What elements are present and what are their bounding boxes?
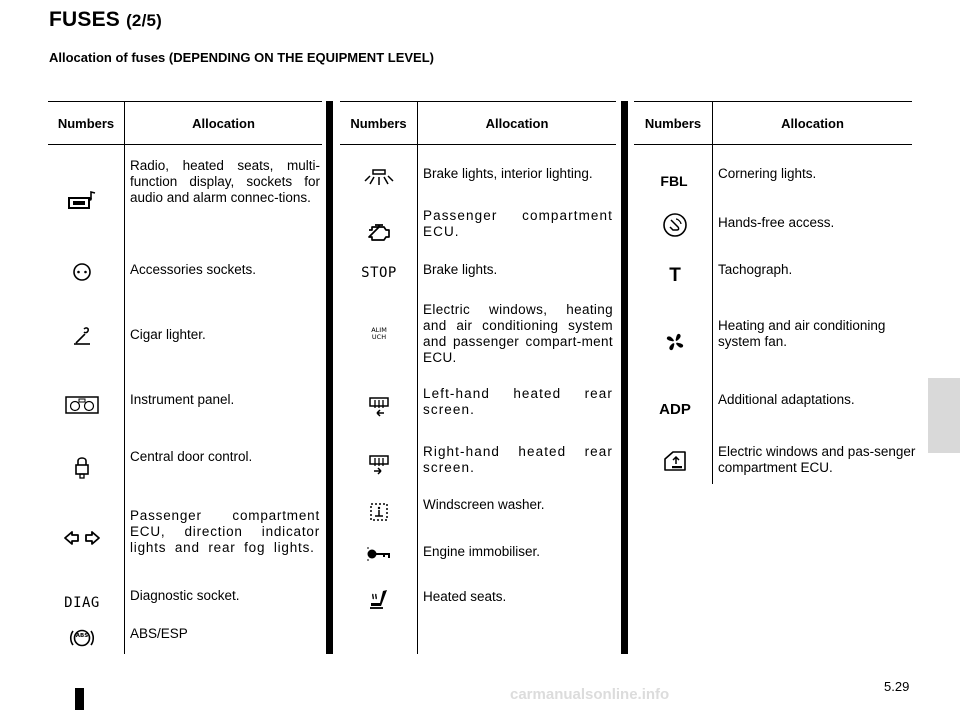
table1-row2-allocation: Accessories sockets.	[130, 262, 257, 277]
table1-header-numbers: Numbers	[57, 116, 115, 131]
table1-row1-allocation: Radio, heated seats, multi-function display, sockets for audio and alarm connec-tions.	[130, 158, 320, 205]
table-separator-1	[326, 101, 333, 654]
right-heated-rear-screen-icon	[358, 451, 400, 477]
cigar-lighter-icon	[62, 322, 102, 348]
table1-row4-allocation: Instrument panel.	[130, 392, 235, 407]
table3-row2-allocation: Hands-free access.	[718, 215, 835, 230]
title-text: FUSES	[49, 8, 121, 31]
page-subtitle: Allocation of fuses (DEPENDING ON THE EQUIPMENT LEVEL)	[49, 50, 434, 65]
table3-row4-allocation: Heating and air conditioning system fan.	[718, 318, 886, 349]
table1-column-divider	[124, 101, 125, 654]
table2-header-allocation: Allocation	[485, 116, 549, 131]
windscreen-washer-icon	[358, 499, 400, 525]
hands-free-icon	[654, 211, 696, 239]
page-title	[49, 8, 162, 32]
table3-header-allocation: Allocation	[781, 116, 844, 131]
title-part: (2/5)	[126, 11, 163, 30]
page-number: 5.29	[884, 679, 910, 694]
watermark: carmanualsonline.info	[510, 686, 670, 703]
table3-row6-allocation: Electric windows and pas-senger compartment ECU.	[718, 444, 916, 475]
direction-indicator-icon	[62, 527, 102, 549]
table3-column-divider	[712, 101, 713, 484]
table3-top-rule	[634, 101, 912, 102]
electric-window-icon	[654, 448, 696, 474]
engine-ecu-icon	[358, 219, 400, 245]
table1-row7-allocation: Diagnostic socket.	[130, 588, 240, 603]
interior-light-icon	[358, 166, 400, 188]
table2-column-divider	[417, 101, 418, 654]
table3-row5-allocation: Additional adaptations.	[718, 392, 855, 407]
stop-icon: STOP	[361, 265, 397, 281]
adp-icon: ADP	[659, 400, 691, 418]
radio-icon	[62, 188, 102, 214]
table2-top-rule	[340, 101, 616, 102]
table2-row7-allocation: Windscreen washer.	[423, 497, 545, 512]
alim-label: ALIM	[371, 326, 387, 334]
table2-row1-allocation: Brake lights, interior lighting.	[423, 166, 593, 181]
table2-row5-allocation: Left-hand heated rear screen.	[423, 386, 613, 417]
abs-icon	[62, 625, 102, 651]
table1-row3-allocation: Cigar lighter.	[130, 327, 206, 342]
instrument-panel-icon	[62, 394, 102, 416]
abs-icon-label: ABS	[75, 633, 89, 639]
table2-header-rule	[340, 144, 616, 145]
table3-header-numbers: Numbers	[644, 116, 702, 131]
fbl-icon: FBL	[660, 173, 688, 189]
table1-row5-allocation: Central door control.	[130, 449, 253, 464]
accessory-socket-icon	[62, 260, 102, 284]
table-separator-2	[621, 101, 628, 654]
table2-row3-allocation: Brake lights.	[423, 262, 498, 277]
table1-header-allocation: Allocation	[192, 116, 255, 131]
table1-top-rule	[48, 101, 322, 102]
corner-mark	[75, 688, 84, 710]
table2-row8-allocation: Engine immobiliser.	[423, 544, 541, 559]
table3-row3-allocation: Tachograph.	[718, 262, 793, 277]
alim-uch-icon	[358, 324, 400, 344]
diag-icon: DIAG	[64, 595, 100, 611]
table1-row8-allocation: ABS/ESP	[130, 626, 188, 641]
table1-row6-allocation: Passenger compartment ECU, direction indicator lights and rear fog lights.	[130, 508, 320, 555]
table2-row4-allocation: Electric windows, heating and air conditioning system and passenger compart-ment ECU.	[423, 302, 613, 365]
table1-header-rule	[48, 144, 322, 145]
left-heated-rear-screen-icon	[358, 393, 400, 419]
table2-row6-allocation: Right-hand heated rear screen.	[423, 444, 613, 475]
table3-header-rule	[634, 144, 912, 145]
table2-row2-allocation: Passenger compartment ECU.	[423, 208, 613, 239]
engine-immobiliser-icon	[358, 542, 400, 566]
chapter-side-tab	[928, 378, 960, 453]
uch-label: UCH	[371, 333, 387, 341]
table2-row9-allocation: Heated seats.	[423, 589, 507, 604]
table3-row1-allocation: Cornering lights.	[718, 166, 817, 181]
tachograph-icon: T	[669, 265, 681, 286]
heated-seat-icon	[358, 587, 400, 613]
door-lock-icon	[62, 454, 102, 480]
fan-icon	[654, 329, 696, 355]
table2-header-numbers: Numbers	[350, 116, 407, 131]
